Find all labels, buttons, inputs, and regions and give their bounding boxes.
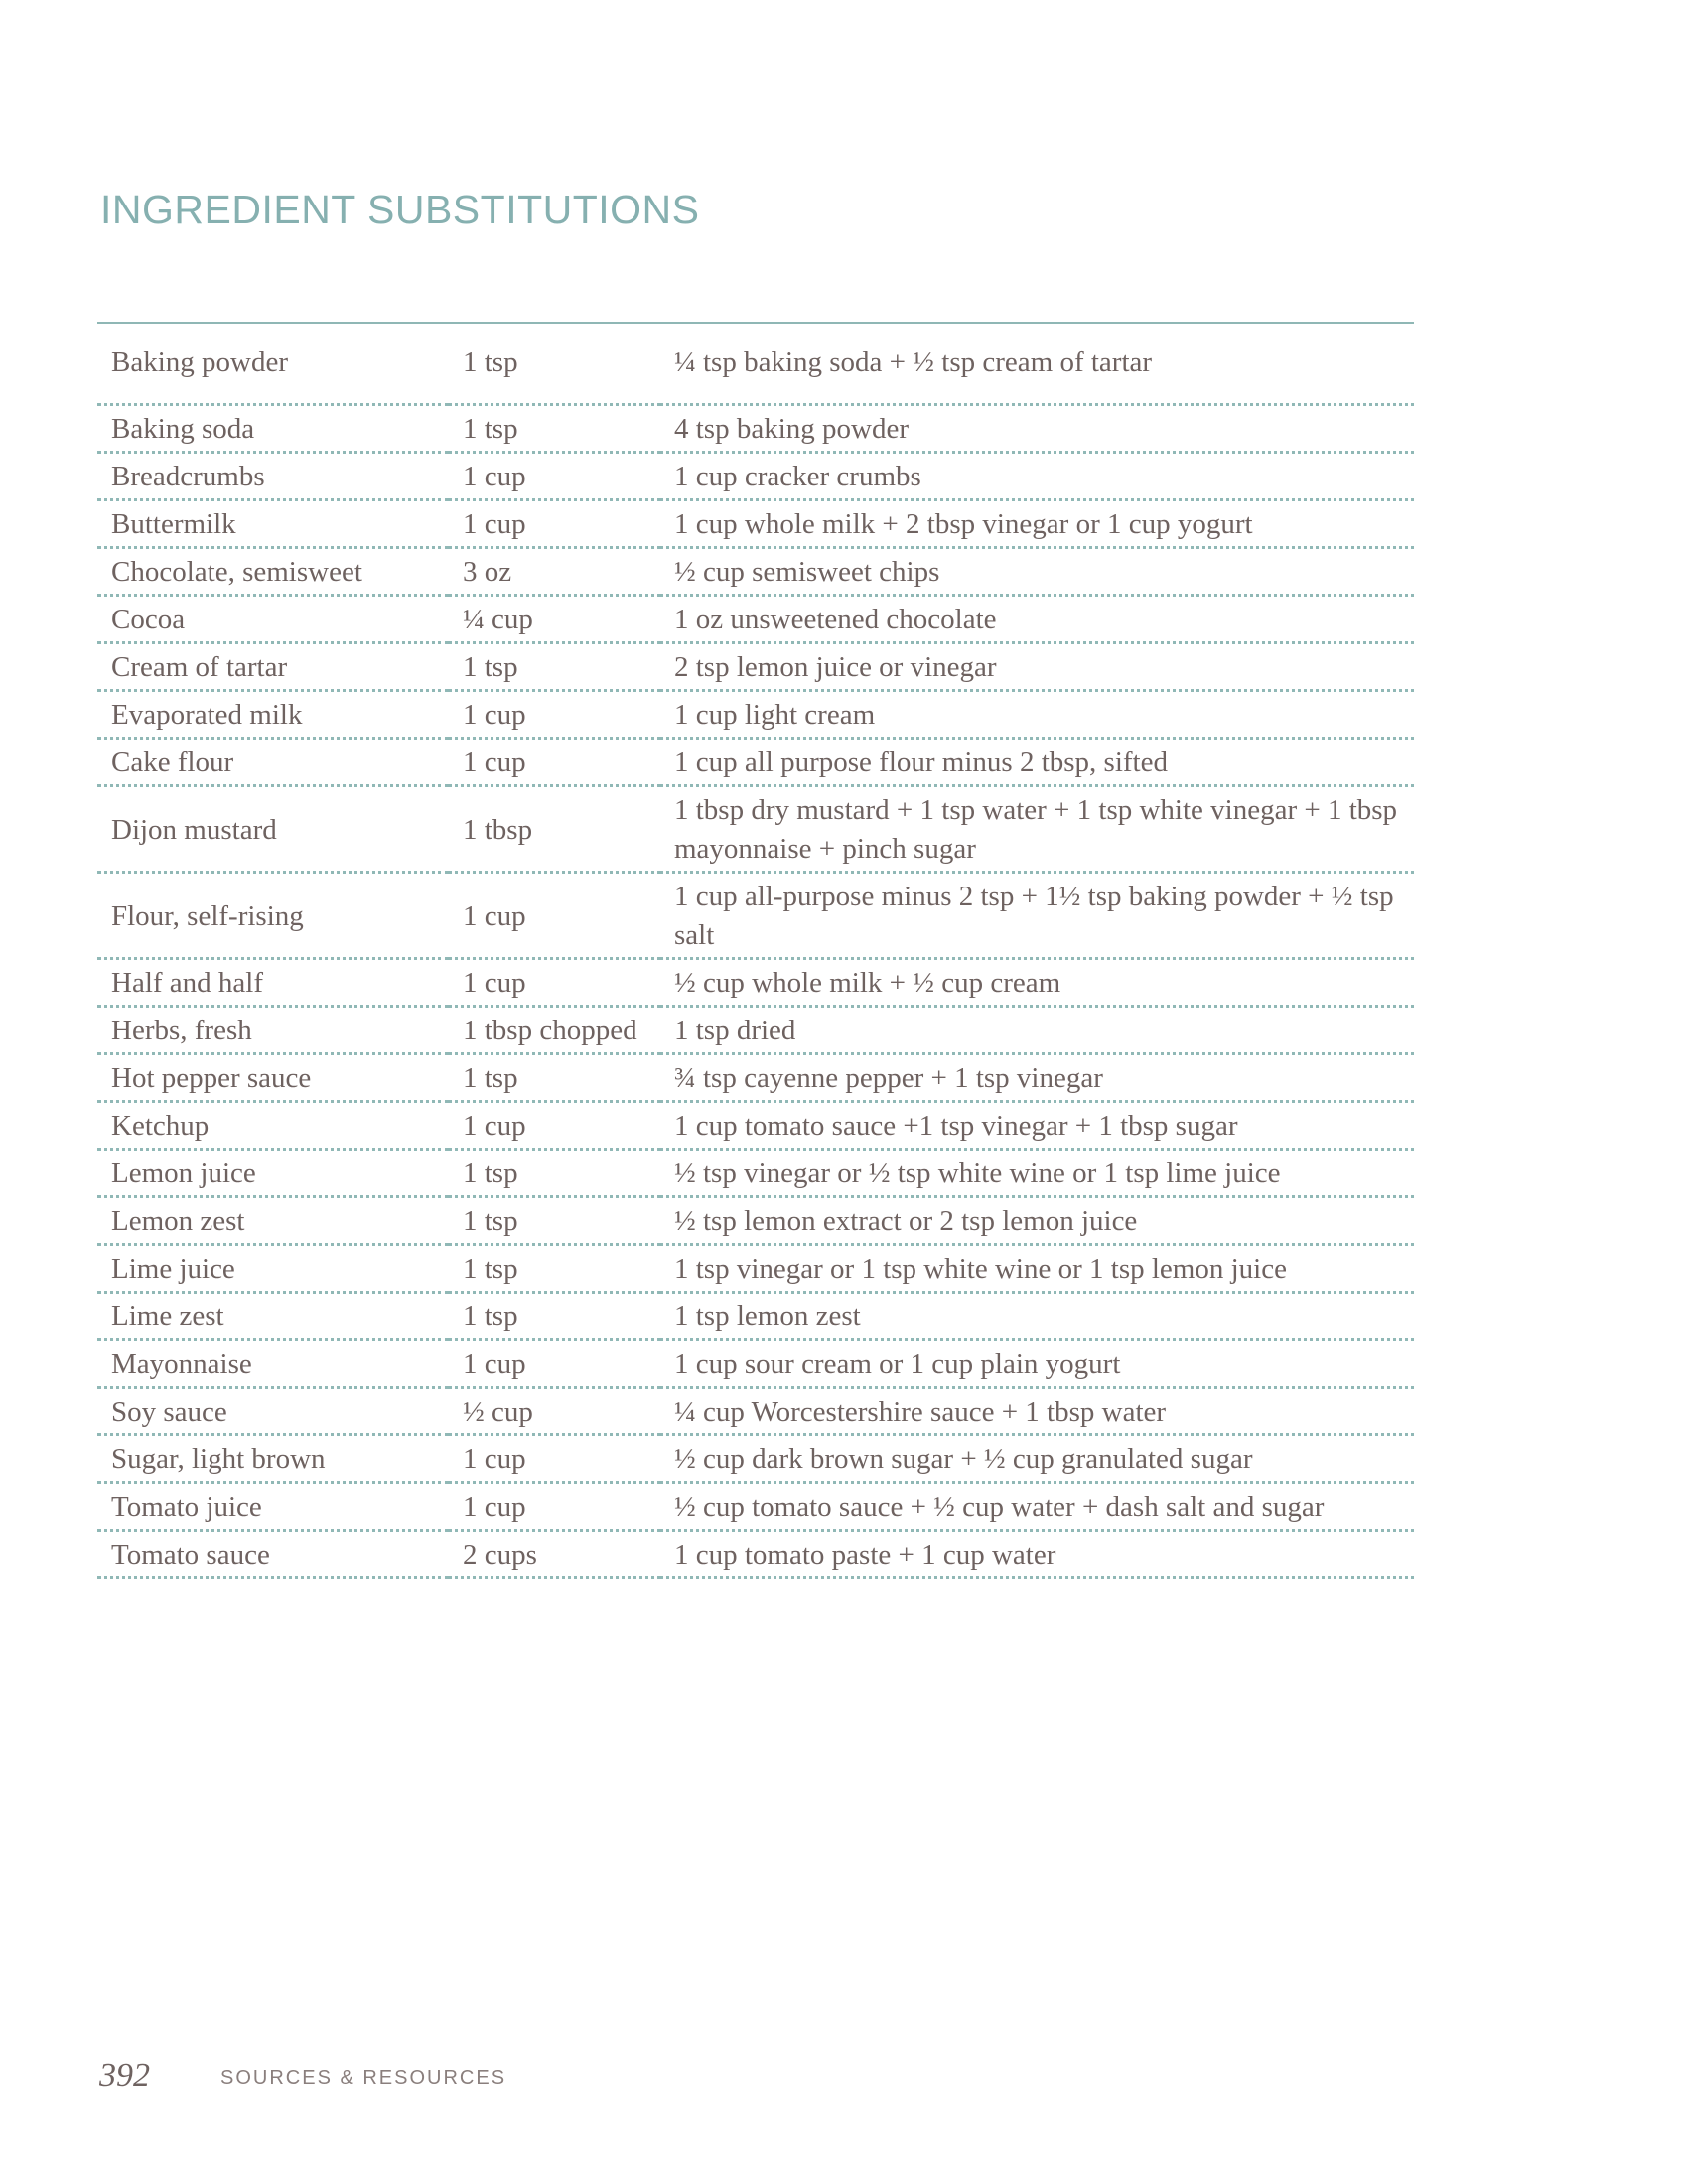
- ingredient-cell: Tomato sauce: [97, 1531, 449, 1578]
- ingredient-cell: Ketchup: [97, 1102, 449, 1150]
- ingredient-cell: Flour, self-rising: [97, 873, 449, 959]
- ingredient-cell: Chocolate, semisweet: [97, 548, 449, 596]
- ingredient-cell: Cake flour: [97, 739, 449, 786]
- amount-cell: 1 cup: [449, 453, 660, 500]
- substitute-cell: 1 cup all purpose flour minus 2 tbsp, sifted: [660, 739, 1414, 786]
- table-row: [97, 786, 1414, 873]
- ingredient-cell: Hot pepper sauce: [97, 1054, 449, 1102]
- ingredient-cell: Evaporated milk: [97, 691, 449, 739]
- ingredient-cell: Baking soda: [97, 405, 449, 453]
- substitute-cell: 1 tsp lemon zest: [660, 1293, 1414, 1340]
- substitute-cell: 1 tbsp dry mustard + 1 tsp water + 1 tsp white vinegar + 1 tbsp mayonnaise + pinch sugar: [660, 786, 1414, 873]
- substitute-cell: 1 cup cracker crumbs: [660, 453, 1414, 500]
- table-row: [97, 1388, 1414, 1435]
- substitute-cell: ½ cup whole milk + ½ cup cream: [660, 959, 1414, 1007]
- amount-cell: ½ cup: [449, 1388, 660, 1435]
- amount-cell: 1 tsp: [449, 1197, 660, 1245]
- amount-cell: 1 tsp: [449, 1150, 660, 1197]
- substitute-cell: ¼ tsp baking soda + ½ tsp cream of tartar: [660, 324, 1414, 405]
- table-row: [97, 1054, 1414, 1102]
- substitute-cell: 1 cup sour cream or 1 cup plain yogurt: [660, 1340, 1414, 1388]
- page-number: 392: [99, 2057, 150, 2094]
- amount-cell: 1 cup: [449, 873, 660, 959]
- table-row: [97, 596, 1414, 643]
- amount-cell: 1 tbsp chopped: [449, 1007, 660, 1054]
- amount-cell: 1 cup: [449, 1102, 660, 1150]
- table-row: [97, 405, 1414, 453]
- amount-cell: 1 cup: [449, 500, 660, 548]
- amount-cell: 3 oz: [449, 548, 660, 596]
- page-title: INGREDIENT SUBSTITUTIONS: [100, 187, 700, 232]
- ingredient-cell: Breadcrumbs: [97, 453, 449, 500]
- ingredient-cell: Sugar, light brown: [97, 1435, 449, 1483]
- substitute-cell: 1 cup tomato paste + 1 cup water: [660, 1531, 1414, 1578]
- amount-cell: 1 tbsp: [449, 786, 660, 873]
- table-row: [97, 453, 1414, 500]
- substitute-cell: ½ cup tomato sauce + ½ cup water + dash salt and sugar: [660, 1483, 1414, 1531]
- ingredient-cell: Baking powder: [97, 324, 449, 405]
- table-row: [97, 1483, 1414, 1531]
- amount-cell: 1 tsp: [449, 324, 660, 405]
- table-row: [97, 1293, 1414, 1340]
- table-row: [97, 1531, 1414, 1578]
- amount-cell: 1 cup: [449, 691, 660, 739]
- ingredient-cell: Herbs, fresh: [97, 1007, 449, 1054]
- ingredient-cell: Tomato juice: [97, 1483, 449, 1531]
- substitutions-table-body: [97, 324, 1414, 1578]
- ingredient-cell: Dijon mustard: [97, 786, 449, 873]
- amount-cell: 2 cups: [449, 1531, 660, 1578]
- table-row: [97, 691, 1414, 739]
- table-row: [97, 1340, 1414, 1388]
- table-row: [97, 1197, 1414, 1245]
- ingredient-cell: Cocoa: [97, 596, 449, 643]
- table-row: [97, 1245, 1414, 1293]
- running-head: SOURCES & RESOURCES: [220, 2067, 507, 2089]
- amount-cell: ¼ cup: [449, 596, 660, 643]
- ingredient-cell: Lemon zest: [97, 1197, 449, 1245]
- ingredient-cell: Mayonnaise: [97, 1340, 449, 1388]
- table-row: [97, 1150, 1414, 1197]
- substitute-cell: ½ cup semisweet chips: [660, 548, 1414, 596]
- amount-cell: 1 tsp: [449, 405, 660, 453]
- substitute-cell: 1 oz unsweetened chocolate: [660, 596, 1414, 643]
- ingredient-cell: Lime zest: [97, 1293, 449, 1340]
- table-row: [97, 873, 1414, 959]
- amount-cell: 1 cup: [449, 1340, 660, 1388]
- substitute-cell: ½ tsp vinegar or ½ tsp white wine or 1 tsp lime juice: [660, 1150, 1414, 1197]
- substitute-cell: ¼ cup Worcestershire sauce + 1 tbsp water: [660, 1388, 1414, 1435]
- substitute-cell: 1 cup light cream: [660, 691, 1414, 739]
- substitute-cell: 1 cup tomato sauce +1 tsp vinegar + 1 tbsp sugar: [660, 1102, 1414, 1150]
- table-row: [97, 643, 1414, 691]
- ingredient-cell: Lime juice: [97, 1245, 449, 1293]
- substitute-cell: 1 tsp dried: [660, 1007, 1414, 1054]
- amount-cell: 1 cup: [449, 739, 660, 786]
- table-row: [97, 739, 1414, 786]
- table-row: [97, 959, 1414, 1007]
- amount-cell: 1 tsp: [449, 1245, 660, 1293]
- substitute-cell: 1 tsp vinegar or 1 tsp white wine or 1 tsp lemon juice: [660, 1245, 1414, 1293]
- ingredient-cell: Buttermilk: [97, 500, 449, 548]
- substitute-cell: ½ tsp lemon extract or 2 tsp lemon juice: [660, 1197, 1414, 1245]
- ingredient-cell: Lemon juice: [97, 1150, 449, 1197]
- table-row: [97, 1007, 1414, 1054]
- amount-cell: 1 tsp: [449, 643, 660, 691]
- amount-cell: 1 cup: [449, 1435, 660, 1483]
- amount-cell: 1 tsp: [449, 1293, 660, 1340]
- amount-cell: 1 tsp: [449, 1054, 660, 1102]
- ingredient-cell: Half and half: [97, 959, 449, 1007]
- table-row: [97, 324, 1414, 405]
- amount-cell: 1 cup: [449, 1483, 660, 1531]
- ingredient-cell: Soy sauce: [97, 1388, 449, 1435]
- table-row: [97, 1102, 1414, 1150]
- substitute-cell: ¾ tsp cayenne pepper + 1 tsp vinegar: [660, 1054, 1414, 1102]
- table-row: [97, 1435, 1414, 1483]
- substitute-cell: 1 cup all-purpose minus 2 tsp + 1½ tsp baking powder + ½ tsp salt: [660, 873, 1414, 959]
- table-row: [97, 548, 1414, 596]
- ingredient-cell: Cream of tartar: [97, 643, 449, 691]
- substitute-cell: 1 cup whole milk + 2 tbsp vinegar or 1 cup yogurt: [660, 500, 1414, 548]
- amount-cell: 1 cup: [449, 959, 660, 1007]
- substitute-cell: 4 tsp baking powder: [660, 405, 1414, 453]
- substitute-cell: 2 tsp lemon juice or vinegar: [660, 643, 1414, 691]
- table-row: [97, 500, 1414, 548]
- substitute-cell: ½ cup dark brown sugar + ½ cup granulated sugar: [660, 1435, 1414, 1483]
- substitutions-table: [97, 324, 1414, 1579]
